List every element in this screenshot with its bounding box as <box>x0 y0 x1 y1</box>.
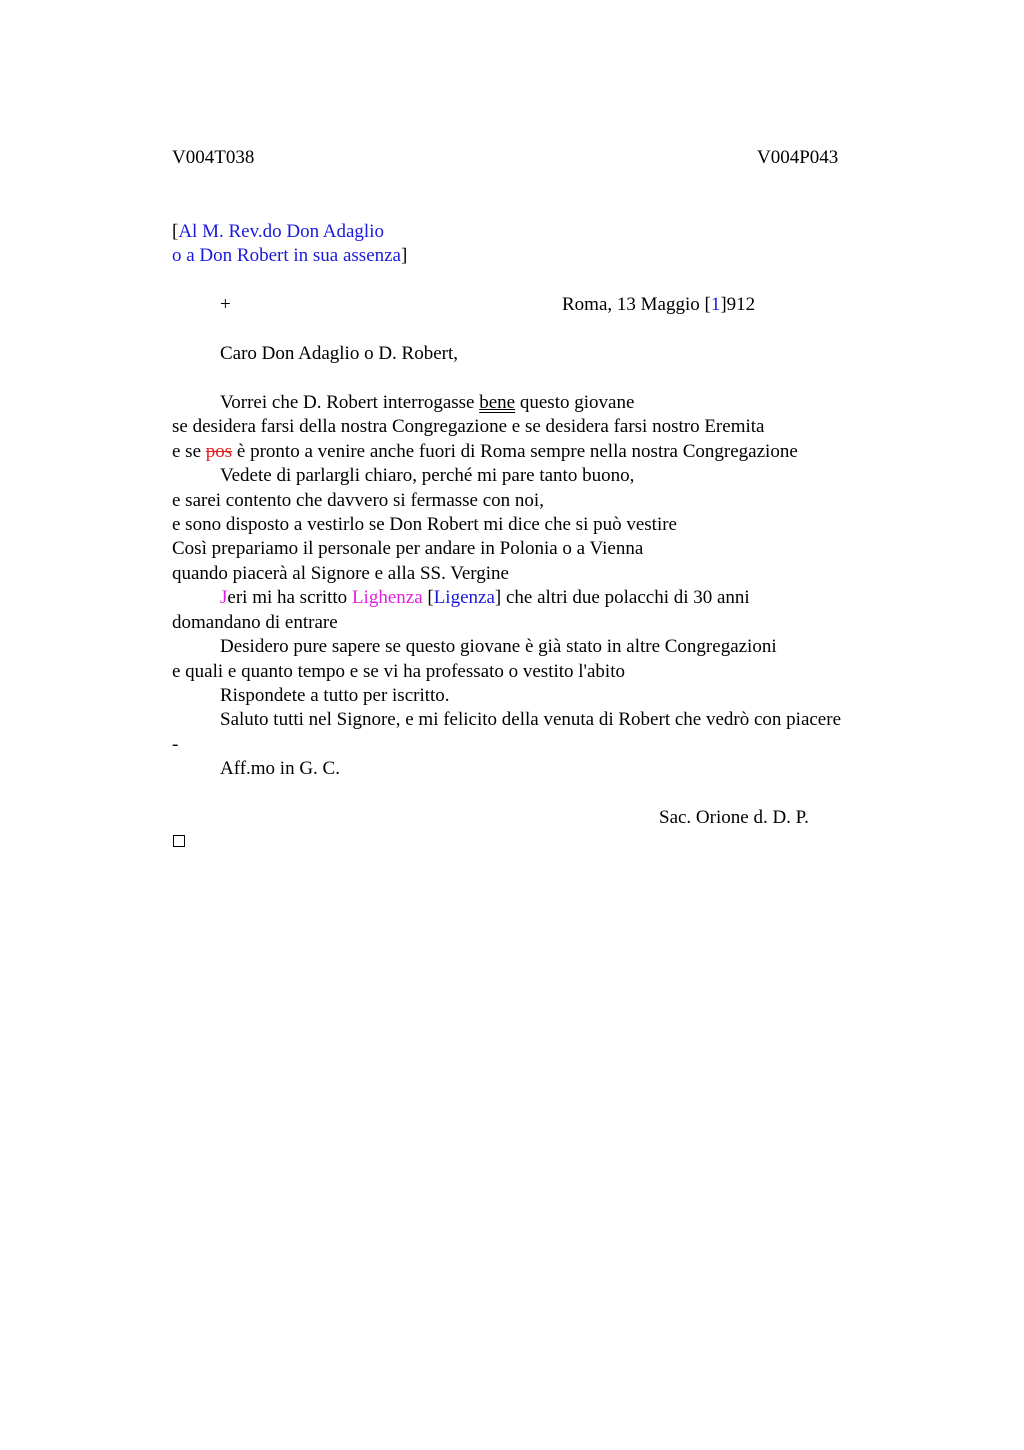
body-text: [ <box>422 587 434 608</box>
deleted-word: pos <box>205 441 233 462</box>
body-line-6: e sono disposto a vestirlo se Don Robert mi dice che si può vestire <box>172 514 677 535</box>
body-line-15: - <box>172 734 179 755</box>
empty-checkbox-icon <box>173 835 185 847</box>
body-text: questo giovane <box>515 392 635 413</box>
corrected-name: Ligenza <box>433 587 495 608</box>
date-suffix: ]912 <box>720 294 756 315</box>
cross-mark: + <box>220 294 231 315</box>
body-line-4: Vedete di parlargli chiaro, perché mi pare tanto buono, <box>220 465 635 486</box>
emphasized-word: bene <box>479 392 516 413</box>
body-line-10: domandano di entrare <box>172 612 338 633</box>
body-text: eri mi ha scritto <box>227 587 352 608</box>
dateline <box>562 293 755 317</box>
closing: Aff.mo in G. C. <box>220 758 340 779</box>
date-inserted-digit: 1 <box>710 294 721 315</box>
body-text: è pronto a venire anche fuori di Roma sempre nella nostra Congregazione <box>232 441 798 462</box>
header-right-code: V004P043 <box>757 147 839 168</box>
body-text: ] che altri due polacchi di 30 anni <box>494 587 750 608</box>
address-line-2 <box>172 244 407 268</box>
salutation: Caro Don Adaglio o D. Robert, <box>220 343 459 364</box>
addressee-line-1: Al M. Rev.do Don Adaglio <box>178 221 384 242</box>
date-prefix: Roma, 13 Maggio [ <box>562 294 711 315</box>
body-text: e se <box>172 441 206 462</box>
body-text: Vorrei che D. Robert interrogasse <box>220 392 480 413</box>
address-line-1 <box>172 220 384 244</box>
body-line-13: Rispondete a tutto per iscritto. <box>220 685 450 706</box>
body-line-8: quando piacerà al Signore e alla SS. Vergine <box>172 563 509 584</box>
variant-name: Lighenza <box>351 587 423 608</box>
signature: Sac. Orione d. D. P. <box>659 807 809 828</box>
bracket-open: [ <box>172 221 179 242</box>
body-line-11: Desidero pure sapere se questo giovane è già stato in altre Congregazioni <box>220 636 777 657</box>
body-line-12: e quali e quanto tempo e se vi ha professato o vestito l'abito <box>172 661 625 682</box>
bracket-close: ] <box>401 245 408 266</box>
body-line-3 <box>172 440 798 464</box>
body-line-14: Saluto tutti nel Signore, e mi felicito della venuta di Robert che vedrò con piacere <box>220 709 841 730</box>
body-line-1 <box>220 391 634 415</box>
header-left-code: V004T038 <box>172 147 255 168</box>
variant-initial: J <box>220 587 228 608</box>
body-line-5: e sarei contento che davvero si fermasse con noi, <box>172 490 544 511</box>
addressee-line-2: o a Don Robert in sua assenza <box>172 245 401 266</box>
body-line-2: se desidera farsi della nostra Congregazione e se desidera farsi nostro Eremita <box>172 416 765 437</box>
body-line-7: Così prepariamo il personale per andare in Polonia o a Vienna <box>172 538 644 559</box>
body-line-9 <box>220 586 750 610</box>
